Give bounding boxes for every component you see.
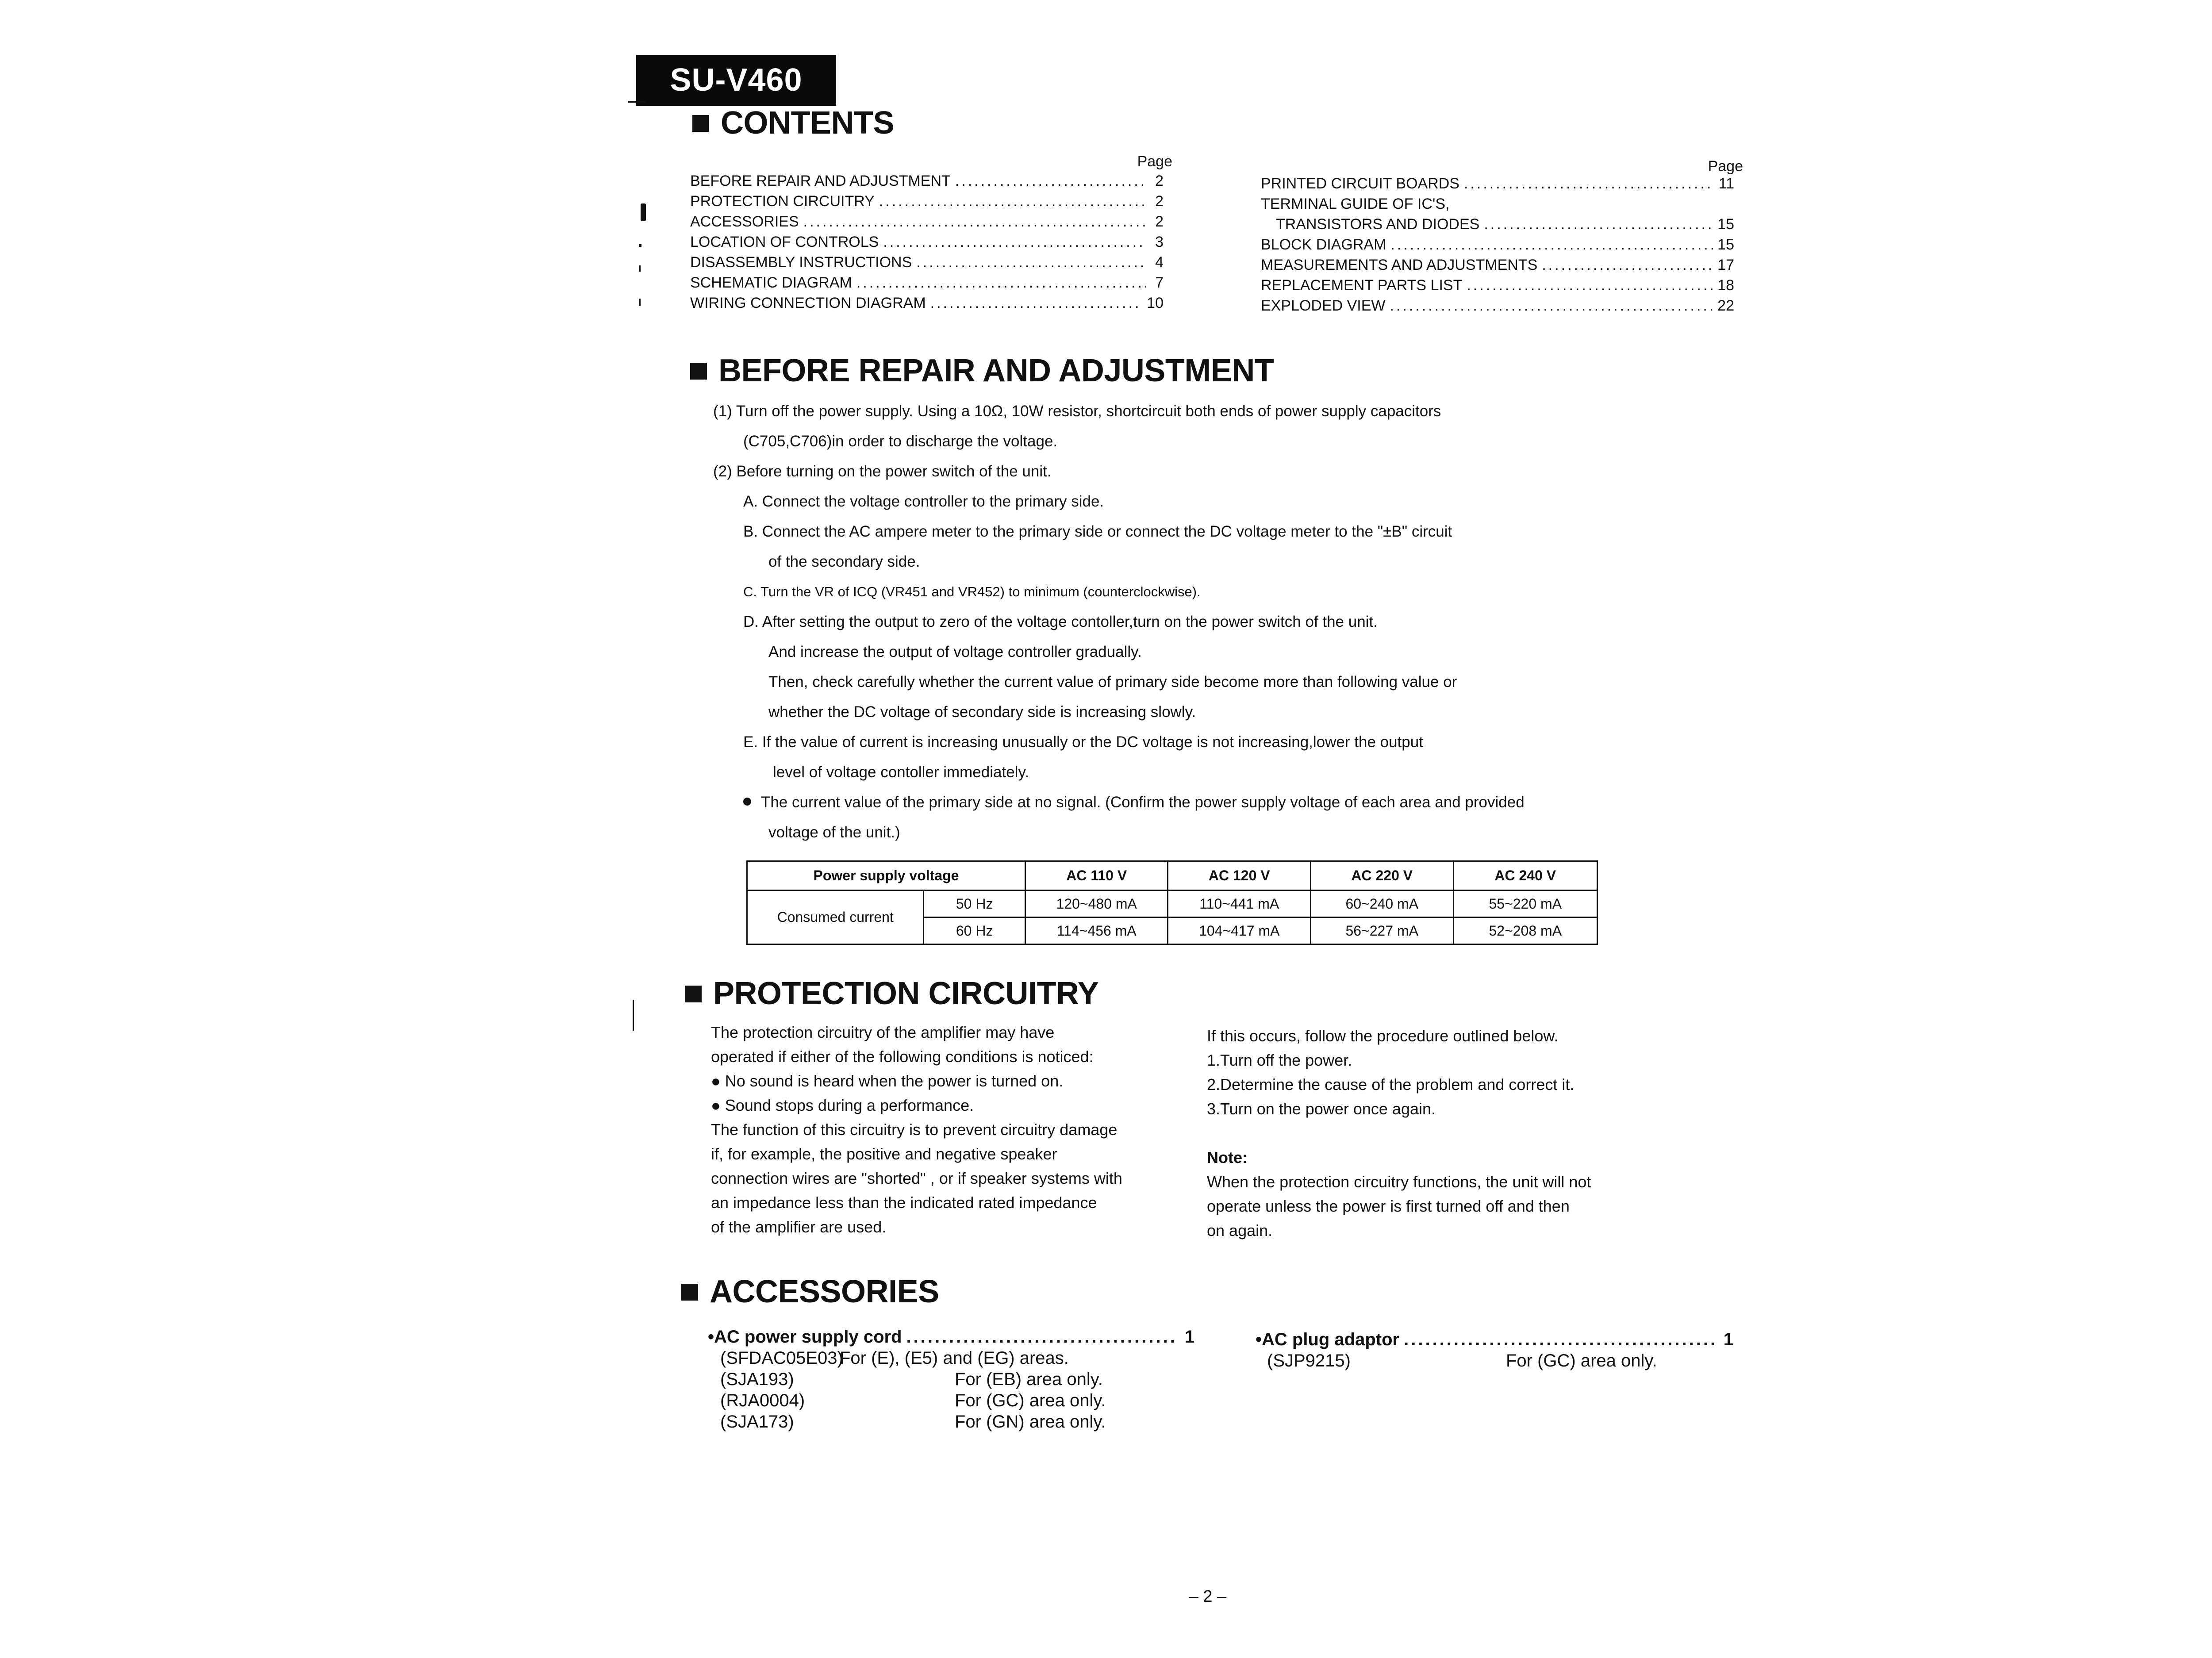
paragraph-line: E. If the value of current is increasing unusually or the DC voltage is not increasing,lower the output bbox=[743, 733, 1423, 751]
table-cell: 60 Hz bbox=[924, 917, 1025, 944]
table-cell: 114~456 mA bbox=[1025, 917, 1168, 944]
square-bullet-icon bbox=[692, 115, 709, 132]
paragraph-line: 2.Determine the cause of the problem and correct it. bbox=[1207, 1075, 1575, 1094]
protection-title: PROTECTION CIRCUITRY bbox=[713, 976, 1099, 1011]
paragraph-line: (2) Before turning on the power switch of the unit. bbox=[713, 463, 1052, 480]
paragraph-line: The current value of the primary side at no signal. (Confirm the power supply voltage of each area and provided bbox=[761, 794, 1525, 811]
paragraph-line: an impedance less than the indicated rated impedance bbox=[711, 1194, 1097, 1212]
paragraph-line: connection wires are "shorted" , or if speaker systems with bbox=[711, 1169, 1122, 1187]
before-repair-body bbox=[713, 396, 1686, 848]
paragraph-line: A. Connect the voltage controller to the primary side. bbox=[743, 493, 1104, 510]
scan-mark bbox=[633, 1000, 634, 1031]
contents-left-page-label: Page bbox=[1137, 153, 1172, 170]
protection-right-text bbox=[1207, 1024, 1694, 1243]
paragraph-line: ● Sound stops during a performance. bbox=[711, 1096, 974, 1114]
table-cell: 60~240 mA bbox=[1311, 890, 1453, 917]
paragraph-line: C. Turn the VR of ICQ (VR451 and VR452) to minimum (counterclockwise). bbox=[743, 584, 1201, 599]
paragraph-line: on again. bbox=[1207, 1221, 1273, 1240]
toc-entry[interactable]: EXPLODED VIEW ..... 22 bbox=[1261, 296, 1734, 316]
contents-right-list bbox=[1261, 173, 1734, 316]
scan-mark bbox=[639, 244, 641, 247]
paragraph-line: And increase the output of voltage controller gradually. bbox=[768, 643, 1142, 660]
contents-heading bbox=[692, 105, 894, 141]
table-header-cell: AC 110 V bbox=[1025, 861, 1168, 890]
toc-entry[interactable]: SCHEMATIC DIAGRAM ..... 7 bbox=[690, 272, 1164, 293]
table-row-label: Consumed current bbox=[747, 890, 924, 944]
accessory-part: (SFDAC05E03) For (E), (E5) and (EG) areas. bbox=[720, 1348, 1069, 1368]
toc-entry[interactable]: BLOCK DIAGRAM ..... 15 bbox=[1261, 234, 1734, 255]
paragraph-line: (1) Turn off the power supply. Using a 10Ω, 10W resistor, shortcircuit both ends of power supply capacitors bbox=[713, 403, 1441, 420]
accessory-item: •AC plug adaptor ..... 1 bbox=[1256, 1329, 1733, 1350]
protection-left-text bbox=[711, 1020, 1198, 1239]
paragraph-line: 3.Turn on the power once again. bbox=[1207, 1100, 1436, 1118]
paragraph-line: When the protection circuitry functions, the unit will not bbox=[1207, 1173, 1591, 1191]
table-cell: 56~227 mA bbox=[1311, 917, 1453, 944]
square-bullet-icon bbox=[685, 986, 702, 1002]
accessory-part: (RJA0004) For (GC) area only. bbox=[720, 1391, 1106, 1410]
paragraph-line: The function of this circuitry is to prevent circuitry damage bbox=[711, 1121, 1118, 1139]
contents-left-list bbox=[690, 171, 1164, 313]
toc-entry[interactable]: REPLACEMENT PARTS LIST ..... 18 bbox=[1261, 275, 1734, 296]
accessory-part: (SJP9215) For (GC) area only. bbox=[1267, 1351, 1657, 1370]
note-label: Note: bbox=[1207, 1148, 1248, 1167]
scan-mark bbox=[641, 203, 646, 221]
table-header-cell: AC 220 V bbox=[1311, 861, 1453, 890]
paragraph-line: ● No sound is heard when the power is turned on. bbox=[711, 1072, 1064, 1090]
paragraph-line: 1.Turn off the power. bbox=[1207, 1051, 1352, 1069]
table-cell: 104~417 mA bbox=[1168, 917, 1311, 944]
paragraph-line: B. Connect the AC ampere meter to the primary side or connect the DC voltage meter to the "±B" circuit bbox=[743, 523, 1452, 540]
toc-entry[interactable]: PROTECTION CIRCUITRY ..... 2 bbox=[690, 191, 1164, 211]
paragraph-line: operated if either of the following conditions is noticed: bbox=[711, 1048, 1094, 1066]
toc-entry[interactable]: BEFORE REPAIR AND ADJUSTMENT ..... 2 bbox=[690, 171, 1164, 191]
model-badge: SU-V460 bbox=[636, 55, 836, 106]
page-number: – 2 – bbox=[1189, 1587, 1227, 1606]
table-cell: 50 Hz bbox=[924, 890, 1025, 917]
square-bullet-icon bbox=[681, 1284, 698, 1301]
protection-heading bbox=[685, 976, 1098, 1011]
paragraph-line: of the secondary side. bbox=[768, 553, 920, 570]
paragraph-line: D. After setting the output to zero of the voltage contoller,turn on the power switch of the unit. bbox=[743, 613, 1378, 630]
table-cell: 55~220 mA bbox=[1453, 890, 1598, 917]
toc-entry[interactable]: DISASSEMBLY INSTRUCTIONS ..... 4 bbox=[690, 252, 1164, 272]
paragraph-line: The protection circuitry of the amplifier may have bbox=[711, 1023, 1055, 1041]
contents-title: CONTENTS bbox=[721, 105, 894, 141]
table-header-row bbox=[747, 861, 1598, 890]
table-header-cell: Power supply voltage bbox=[747, 861, 1025, 890]
scan-mark bbox=[639, 299, 641, 306]
power-supply-table bbox=[746, 860, 1598, 945]
table-cell: 52~208 mA bbox=[1453, 917, 1598, 944]
accessories-heading bbox=[681, 1274, 939, 1309]
accessory-part: (SJA193) For (EB) area only. bbox=[720, 1370, 1103, 1389]
table-header-cell: AC 240 V bbox=[1453, 861, 1598, 890]
accessories-title: ACCESSORIES bbox=[710, 1274, 939, 1309]
contents-right-page-label: Page bbox=[1708, 158, 1743, 175]
paragraph-line: If this occurs, follow the procedure outlined below. bbox=[1207, 1027, 1559, 1045]
paragraph-line: Then, check carefully whether the current value of primary side become more than following value or bbox=[768, 673, 1457, 691]
accessory-part: (SJA173) For (GN) area only. bbox=[720, 1412, 1106, 1432]
toc-entry[interactable]: MEASUREMENTS AND ADJUSTMENTS ..... 17 bbox=[1261, 255, 1734, 275]
badge-rule bbox=[628, 101, 646, 103]
accessories-right bbox=[1256, 1329, 1733, 1371]
paragraph-line: operate unless the power is first turned off and then bbox=[1207, 1197, 1570, 1215]
accessory-item: •AC power supply cord ..... 1 bbox=[708, 1326, 1194, 1347]
paragraph-line: level of voltage contoller immediately. bbox=[773, 764, 1029, 781]
table-cell: 110~441 mA bbox=[1168, 890, 1311, 917]
bullet-icon bbox=[743, 798, 751, 806]
table-header-cell: AC 120 V bbox=[1168, 861, 1311, 890]
square-bullet-icon bbox=[690, 363, 707, 380]
table-cell: 120~480 mA bbox=[1025, 890, 1168, 917]
paragraph-line: if, for example, the positive and negative speaker bbox=[711, 1145, 1057, 1163]
paragraph-line: of the amplifier are used. bbox=[711, 1218, 887, 1236]
toc-entry[interactable]: TRANSISTORS AND DIODES ..... 15 bbox=[1261, 214, 1734, 234]
before-repair-title: BEFORE REPAIR AND ADJUSTMENT bbox=[718, 353, 1274, 388]
toc-entry[interactable]: WIRING CONNECTION DIAGRAM ..... 10 bbox=[690, 293, 1164, 313]
paragraph-line: voltage of the unit.) bbox=[768, 824, 900, 841]
toc-entry[interactable]: PRINTED CIRCUIT BOARDS ..... 11 bbox=[1261, 173, 1734, 194]
scan-mark bbox=[639, 265, 641, 272]
paragraph-line: whether the DC voltage of secondary side is increasing slowly. bbox=[768, 703, 1196, 721]
table-row bbox=[747, 890, 1598, 917]
accessories-left bbox=[708, 1326, 1194, 1432]
toc-entry[interactable]: LOCATION OF CONTROLS ..... 3 bbox=[690, 232, 1164, 252]
toc-entry[interactable]: ACCESSORIES ..... 2 bbox=[690, 211, 1164, 232]
paragraph-line: (C705,C706)in order to discharge the voltage. bbox=[743, 433, 1058, 450]
toc-entry-heading[interactable]: TERMINAL GUIDE OF IC'S, bbox=[1261, 196, 1450, 212]
before-repair-heading bbox=[690, 353, 1274, 388]
